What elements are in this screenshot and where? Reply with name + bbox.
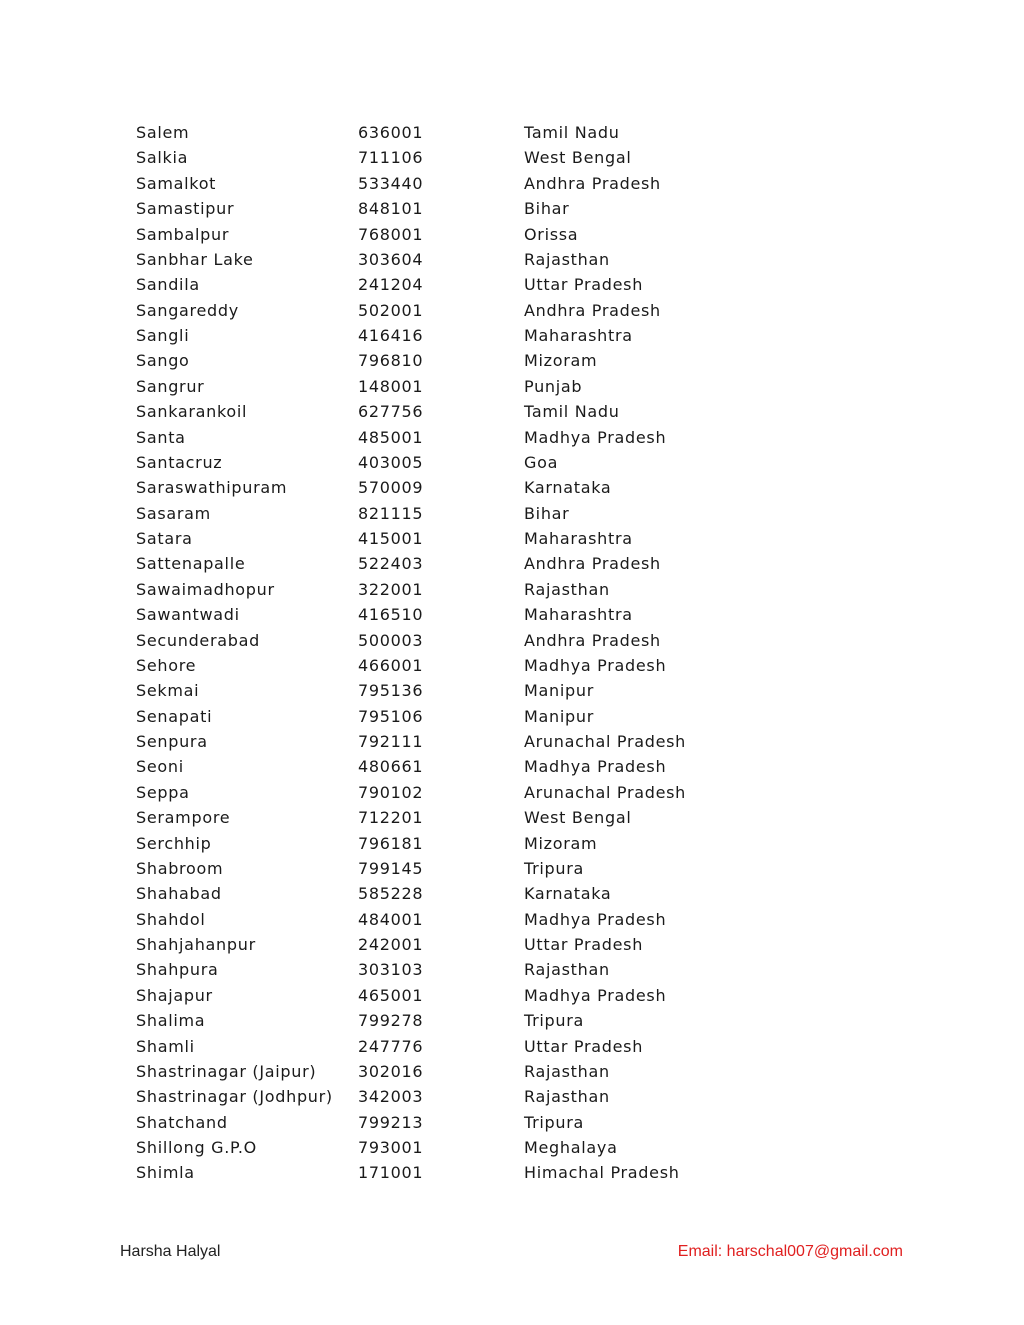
table-row	[0, 881, 1024, 906]
state-cell: Rajasthan	[524, 960, 610, 980]
city-cell: Sankarankoil	[136, 402, 248, 422]
pin-cell: 302016	[358, 1061, 424, 1081]
state-cell: Maharashtra	[524, 605, 633, 625]
state-cell: Orissa	[524, 224, 579, 244]
pin-cell: 522403	[358, 554, 424, 574]
state-cell: Rajasthan	[524, 1061, 610, 1081]
table-row	[0, 780, 1024, 805]
city-cell: Salkia	[136, 148, 189, 168]
city-cell: Sambalpur	[136, 224, 230, 244]
pin-cell: 171001	[358, 1163, 424, 1183]
pin-cell: 485001	[358, 427, 424, 447]
pin-cell: 502001	[358, 300, 424, 320]
pin-cell: 712201	[358, 808, 424, 828]
pin-cell: 792111	[358, 732, 424, 751]
table-row	[0, 1110, 1024, 1135]
city-cell: Senapati	[136, 706, 213, 726]
city-cell: Samalkot	[136, 173, 217, 193]
table-row	[0, 120, 1024, 145]
table-row	[0, 1059, 1024, 1084]
table-row	[0, 831, 1024, 856]
table-row	[0, 196, 1024, 221]
table-row	[0, 1135, 1024, 1160]
pin-cell: 342003	[358, 1087, 424, 1107]
state-cell: Maharashtra	[524, 326, 633, 345]
table-row	[0, 653, 1024, 678]
state-cell: Madhya Pradesh	[524, 655, 667, 675]
city-cell: Sekmai	[136, 681, 200, 701]
state-cell: Arunachal Pradesh	[524, 782, 687, 802]
pin-cell: 403005	[358, 452, 424, 472]
table-row	[0, 856, 1024, 881]
state-cell: Madhya Pradesh	[524, 985, 667, 1005]
city-cell: Seoni	[136, 757, 184, 777]
city-cell: Satara	[136, 529, 193, 548]
city-cell: Sehore	[136, 655, 197, 675]
table-row	[0, 678, 1024, 703]
state-cell: Bihar	[524, 503, 570, 523]
state-cell: Karnataka	[524, 478, 612, 498]
state-cell: Manipur	[524, 681, 594, 701]
state-cell: Manipur	[524, 706, 594, 726]
city-cell: Santa	[136, 427, 186, 447]
city-cell: Serampore	[136, 808, 231, 828]
city-cell: Sasaram	[136, 503, 211, 523]
state-cell: Goa	[524, 452, 559, 472]
pin-cell: 795136	[358, 681, 424, 701]
pin-cell: 322001	[358, 579, 424, 599]
table-row	[0, 628, 1024, 653]
pin-cell: 416510	[358, 605, 424, 625]
state-cell: Mizoram	[524, 351, 598, 371]
table-row	[0, 298, 1024, 323]
state-cell: Meghalaya	[524, 1138, 618, 1157]
table-row	[0, 247, 1024, 272]
state-cell: Himachal Pradesh	[524, 1163, 680, 1183]
pin-cell: 570009	[358, 478, 424, 498]
table-row	[0, 323, 1024, 348]
table-row	[0, 602, 1024, 627]
pin-cell: 796810	[358, 351, 424, 371]
state-cell: Arunachal Pradesh	[524, 732, 687, 751]
table-row	[0, 475, 1024, 500]
pin-cell: 636001	[358, 123, 424, 142]
pin-cell: 585228	[358, 884, 424, 904]
city-cell: Sandila	[136, 275, 200, 295]
state-cell: Madhya Pradesh	[524, 757, 667, 777]
table-row	[0, 222, 1024, 247]
pin-cell: 303604	[358, 249, 424, 269]
state-cell: Tripura	[524, 1112, 585, 1132]
city-cell: Shillong G.P.O	[136, 1138, 257, 1157]
table-row	[0, 374, 1024, 399]
table-row	[0, 1034, 1024, 1059]
city-cell: Shahpura	[136, 960, 219, 980]
state-cell: Tripura	[524, 858, 585, 878]
pin-cell: 799278	[358, 1011, 424, 1031]
footer-author: Harsha Halyal	[120, 1243, 221, 1260]
table-row	[0, 526, 1024, 551]
city-cell: Secunderabad	[136, 630, 260, 650]
pin-cell: 247776	[358, 1036, 424, 1056]
table-row	[0, 983, 1024, 1008]
state-cell: Andhra Pradesh	[524, 300, 661, 320]
pin-cell: 821115	[358, 503, 424, 523]
city-cell: Salem	[136, 123, 190, 142]
state-cell: Bihar	[524, 199, 570, 219]
pin-cell: 465001	[358, 985, 424, 1005]
pin-cell: 793001	[358, 1138, 424, 1157]
pin-cell: 415001	[358, 529, 424, 548]
table-row	[0, 729, 1024, 754]
state-cell: Tamil Nadu	[524, 123, 620, 142]
city-cell: Shimla	[136, 1163, 195, 1183]
city-cell: Sawantwadi	[136, 605, 240, 625]
state-cell: Rajasthan	[524, 1087, 610, 1107]
city-cell: Shahabad	[136, 884, 222, 904]
table-row	[0, 399, 1024, 424]
city-cell: Shastrinagar (Jaipur)	[136, 1061, 317, 1081]
table-row	[0, 704, 1024, 729]
city-cell: Sanbhar Lake	[136, 249, 254, 269]
city-cell: Shahdol	[136, 909, 206, 929]
state-cell: Tripura	[524, 1011, 585, 1031]
city-cell: Samastipur	[136, 199, 235, 219]
state-cell: Mizoram	[524, 833, 598, 853]
state-cell: Uttar Pradesh	[524, 275, 644, 295]
city-cell: Sango	[136, 351, 190, 371]
table-row	[0, 425, 1024, 450]
city-cell: Shastrinagar (Jodhpur)	[136, 1087, 333, 1107]
table-row	[0, 932, 1024, 957]
state-cell: Madhya Pradesh	[524, 427, 667, 447]
state-cell: Andhra Pradesh	[524, 554, 661, 574]
city-cell: Sangli	[136, 326, 190, 345]
city-cell: Seppa	[136, 782, 190, 802]
state-cell: West Bengal	[524, 148, 632, 168]
state-cell: West Bengal	[524, 808, 632, 828]
table-row	[0, 450, 1024, 475]
pin-cell: 796181	[358, 833, 424, 853]
city-cell: Serchhip	[136, 833, 212, 853]
city-cell: Saraswathipuram	[136, 478, 288, 498]
state-cell: Karnataka	[524, 884, 612, 904]
city-cell: Santacruz	[136, 452, 223, 472]
table-row	[0, 145, 1024, 170]
pin-cell: 241204	[358, 275, 424, 295]
state-cell: Madhya Pradesh	[524, 909, 667, 929]
table-row	[0, 272, 1024, 297]
table-row	[0, 754, 1024, 779]
table-row	[0, 171, 1024, 196]
state-cell: Maharashtra	[524, 529, 633, 548]
state-cell: Andhra Pradesh	[524, 630, 661, 650]
pin-cell: 790102	[358, 782, 424, 802]
pin-cell: 480661	[358, 757, 424, 777]
city-cell: Sangrur	[136, 376, 205, 396]
city-cell: Shabroom	[136, 858, 224, 878]
city-cell: Shahjahanpur	[136, 935, 256, 954]
city-cell: Shajapur	[136, 985, 213, 1005]
pin-cell: 768001	[358, 224, 424, 244]
table-row	[0, 805, 1024, 830]
table-row	[0, 501, 1024, 526]
table-row	[0, 1008, 1024, 1033]
state-cell: Tamil Nadu	[524, 402, 620, 422]
pin-cell: 303103	[358, 960, 424, 980]
city-cell: Shalima	[136, 1011, 206, 1031]
table-row	[0, 577, 1024, 602]
city-cell: Sattenapalle	[136, 554, 246, 574]
state-cell: Uttar Pradesh	[524, 1036, 644, 1056]
pin-cell: 416416	[358, 326, 424, 345]
city-cell: Shamli	[136, 1036, 195, 1056]
state-cell: Andhra Pradesh	[524, 173, 661, 193]
state-cell: Rajasthan	[524, 249, 610, 269]
pin-code-table	[0, 120, 1024, 1186]
pin-cell: 627756	[358, 402, 424, 422]
pin-cell: 466001	[358, 655, 424, 675]
table-row	[0, 957, 1024, 982]
pin-cell: 148001	[358, 376, 424, 396]
page-footer	[0, 1243, 1024, 1267]
pin-cell: 500003	[358, 630, 424, 650]
city-cell: Sangareddy	[136, 300, 239, 320]
table-row	[0, 1160, 1024, 1185]
pin-cell: 795106	[358, 706, 424, 726]
pin-cell: 484001	[358, 909, 424, 929]
city-cell: Sawaimadhopur	[136, 579, 275, 599]
pin-cell: 242001	[358, 935, 424, 954]
table-row	[0, 551, 1024, 576]
pin-cell: 533440	[358, 173, 424, 193]
table-row	[0, 348, 1024, 373]
state-cell: Rajasthan	[524, 579, 610, 599]
footer-email: Email: harschal007@gmail.com	[677, 1243, 903, 1260]
city-cell: Senpura	[136, 732, 208, 751]
pin-cell: 848101	[358, 199, 424, 219]
state-cell: Punjab	[524, 376, 583, 396]
table-row	[0, 907, 1024, 932]
pin-cell: 799145	[358, 858, 424, 878]
state-cell: Uttar Pradesh	[524, 935, 644, 954]
pin-cell: 799213	[358, 1112, 424, 1132]
city-cell: Shatchand	[136, 1112, 228, 1132]
pin-cell: 711106	[358, 148, 424, 168]
table-row	[0, 1084, 1024, 1109]
